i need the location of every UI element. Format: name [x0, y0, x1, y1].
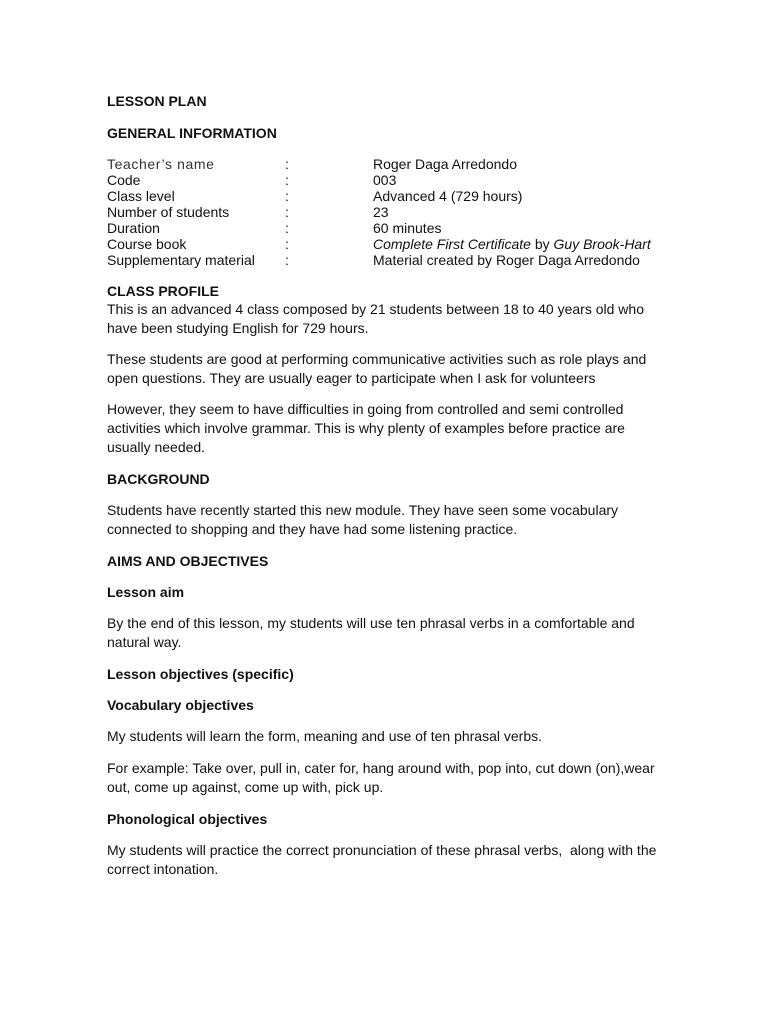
info-colon: :: [285, 172, 289, 188]
info-label: Number of students: [107, 204, 230, 220]
course-book-author: Guy Brook-Hart: [553, 236, 651, 252]
info-row-class-level: [107, 188, 651, 204]
info-value: 23: [373, 204, 389, 220]
info-label: Code: [107, 172, 141, 188]
info-colon: :: [285, 220, 289, 236]
info-value: 60 minutes: [373, 220, 442, 236]
info-label: Duration: [107, 220, 160, 236]
general-information-heading: GENERAL INFORMATION: [107, 125, 277, 141]
lesson-aim-heading: Lesson aim: [107, 584, 185, 600]
lesson-aim-text: By the end of this lesson, my students will use ten phrasal verbs in a comfortable and natural way.: [107, 615, 635, 650]
document-page: [107, 92, 667, 879]
course-book-title: Complete First Certificate: [373, 236, 531, 252]
info-label: Course book: [107, 236, 187, 252]
info-row-code: [107, 172, 651, 188]
info-value: 003: [373, 172, 397, 188]
info-colon: :: [285, 252, 289, 268]
info-value: Advanced 4 (729 hours): [373, 188, 523, 204]
general-information-table: [107, 156, 651, 268]
course-book-by: by: [530, 236, 554, 252]
phonological-objectives-heading: Phonological objectives: [107, 811, 268, 827]
background-paragraph: Students have recently started this new module. They have seen some vocabulary connected to shopping and they have had some listening practice.: [107, 502, 619, 537]
class-profile-paragraph: However, they seem to have difficulties in going from controlled and semi controlled activities which involve grammar. This is why plenty of examples before practice are usually needed.: [107, 401, 625, 455]
class-profile-paragraph: This is an advanced 4 class composed by 21 students between 18 to 40 years old who have been studying English for 729 hours.: [107, 301, 644, 336]
lesson-objectives-heading: Lesson objectives (specific): [107, 666, 294, 682]
info-colon: :: [285, 204, 289, 220]
lesson-plan-title: LESSON PLAN: [107, 93, 207, 109]
info-label: Supplementary material: [107, 252, 255, 268]
background-heading: BACKGROUND: [107, 471, 210, 487]
info-label: Teacher’s name: [107, 156, 215, 172]
info-row-number-of-students: [107, 204, 651, 220]
info-colon: :: [285, 188, 289, 204]
info-row-course-book: [107, 236, 651, 252]
info-row-teacher: [107, 156, 651, 172]
info-colon: :: [285, 236, 289, 252]
info-value: Material created by Roger Daga Arredondo: [373, 252, 640, 268]
info-row-duration: [107, 220, 651, 236]
phonological-objectives-text: My students will practice the correct pronunciation of these phrasal verbs, along with the correct intonation.: [107, 842, 661, 877]
class-profile-paragraph: These students are good at performing communicative activities such as role plays and open questions. They are usually eager to participate when I ask for volunteers: [107, 351, 647, 386]
vocabulary-objectives-text: My students will learn the form, meaning and use of ten phrasal verbs.: [107, 728, 542, 744]
info-row-supplementary-material: [107, 252, 651, 268]
vocabulary-objectives-heading: Vocabulary objectives: [107, 697, 254, 713]
info-value: Roger Daga Arredondo: [373, 156, 517, 172]
class-profile-heading: CLASS PROFILE: [107, 283, 220, 299]
vocabulary-examples-text: For example: Take over, pull in, cater for, hang around with, pop into, cut down (on),wear out, come up against, come up with, pick up.: [107, 760, 655, 795]
info-colon: :: [285, 156, 289, 172]
info-value: [373, 236, 651, 252]
info-label: Class level: [107, 188, 175, 204]
aims-objectives-heading: AIMS AND OBJECTIVES: [107, 553, 269, 569]
